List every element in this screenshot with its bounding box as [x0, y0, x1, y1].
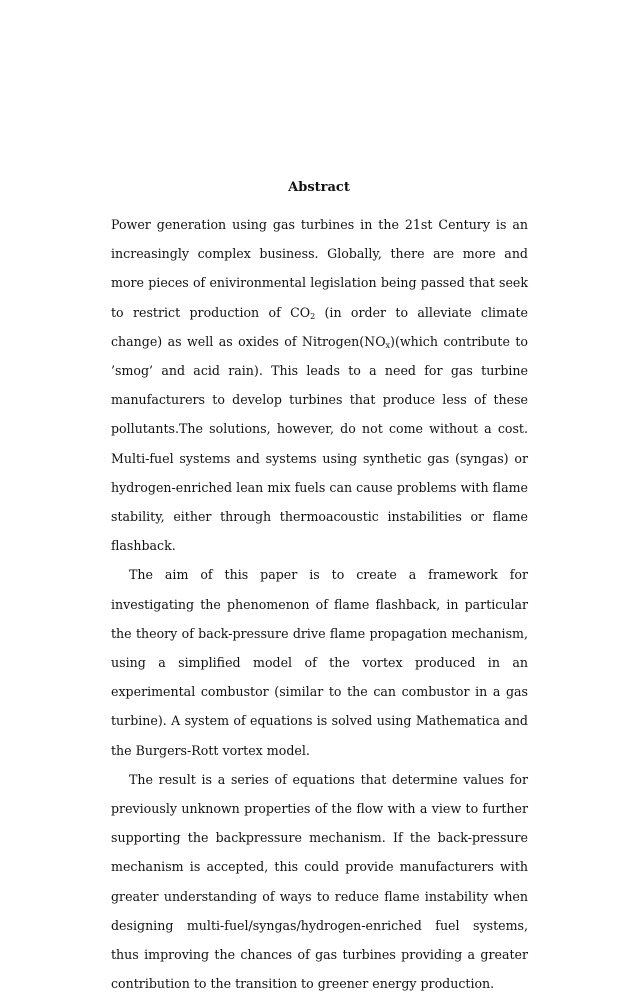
abstract-body [111, 210, 528, 998]
subscript-x: x [385, 340, 391, 350]
abstract-paragraph-1 [111, 210, 528, 560]
subscript-2: 2 [310, 311, 316, 321]
paragraph-text: Power generation using gas turbines in the 21st Century is an increasingly complex business. Globally, there are more and more pieces of enivironmental legislation being passed that seek to restrict production of CO [111, 217, 528, 320]
paragraph-text: (in order to alleviate climate change) as well as oxides of Nitrogen(NO [111, 304, 528, 349]
abstract-paragraph-3: The result is a series of equations that determine values for previously unknown properties of the flow with a view to further supporting the backpressure mechanism. If the back-pressure mechanism is accepted, this could provide manufacturers with greater understanding of ways to reduce flame instability when designing multi-fuel/syngas/hydrogen-enriched fuel systems, thus improving the chances of gas turbines providing a greater contribution to the transition to greener energy production. [111, 771, 528, 992]
paragraph-text: )(which contribute to ’smog’ and acid rain). This leads to a need for gas turbine manufacturers to develop turbines that produce less of these pollutants.The solutions, however, do not come without a cost. Multi-fuel systems and systems using synthetic gas (syngas) or hydrogen-enriched lean mix fuels can cause problems with flame stability, either through thermoacoustic instabilities or flame flashback. [111, 333, 528, 554]
abstract-heading: Abstract [288, 180, 350, 195]
abstract-paragraph-2: The aim of this paper is to create a framework for investigating the phenomenon of flame flashback, in particular the theory of back-pressure drive flame propagation mechanism, using a simplified model of the vortex produced in an experimental combustor (similar to the can combustor in a gas turbine). A system of equations is solved using Mathematica and the Burgers-Rott vortex model. [111, 567, 528, 758]
